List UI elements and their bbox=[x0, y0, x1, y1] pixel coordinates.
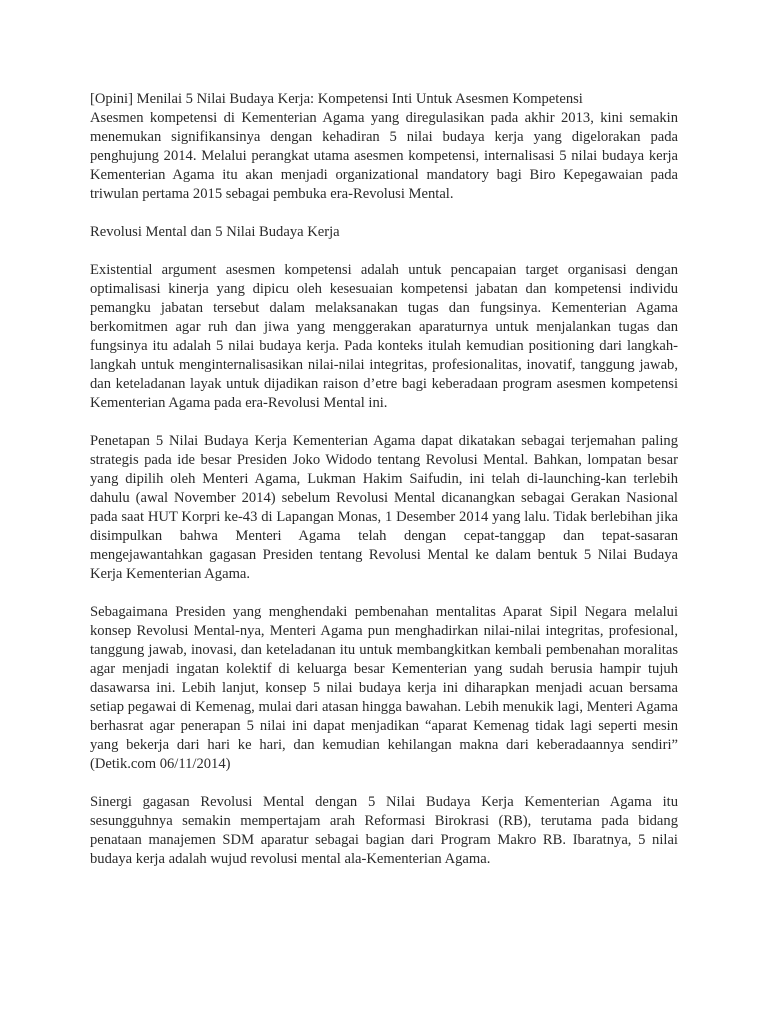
body-paragraph: Sinergi gagasan Revolusi Mental dengan 5 Nilai Budaya Kerja Kementerian Agama itu sesungguhnya semakin mempertajam arah Reformasi Birokrasi (RB), terutama pada bidang penataan manajemen SDM aparatur sebagai bagian dari Program Makro RB. Ibaratnya, 5 nilai budaya kerja adalah wujud revolusi mental ala-Kementerian Agama. bbox=[90, 794, 678, 867]
body-paragraph: Penetapan 5 Nilai Budaya Kerja Kementerian Agama dapat dikatakan sebagai terjemahan paling strategis pada ide besar Presiden Joko Widodo tentang Revolusi Mental. Bahkan, lompatan besar yang dipilih oleh Menteri Agama, Lukman Hakim Saifudin, ini telah di-launching-kan terlebih dahulu (awal November 2014) sebelum Revolusi Mental dicanangkan sebagai Gerakan Nasional pada saat HUT Korpri ke-43 di Lapangan Monas, 1 Desember 2014 yang lalu. Tidak berlebihan jika disimpulkan bahwa Menteri Agama telah dengan cepat-tanggap dan tepat-sasaran mengejawantahkan gagasan Presiden tentang Revolusi Mental ke dalam bentuk 5 Nilai Budaya Kerja Kementerian Agama. bbox=[90, 433, 678, 582]
section-heading: Revolusi Mental dan 5 Nilai Budaya Kerja bbox=[90, 224, 340, 240]
body-paragraph: Sebagaimana Presiden yang menghendaki pembenahan mentalitas Aparat Sipil Negara melalui konsep Revolusi Mental-nya, Menteri Agama pun menghadirkan nilai-nilai integritas, profesional, tanggung jawab, inovasi, dan keteladanan itu untuk membangkitkan kembali pembenahan moralitas agar menjadi ingatan kolektif di keluarga besar Kementerian yang sudah berusia hampir tujuh dasawarsa ini. Lebih lanjut, konsep 5 nilai budaya kerja ini diharapkan menjadi acuan bersama setiap pegawai di Kemenag, mulai dari atasan hingga bawahan. Lebih menukik lagi, Menteri Agama berhasrat agar penerapan 5 nilai ini dapat menjadikan “aparat Kemenag tidak lagi seperti mesin yang bekerja dari hari ke hari, dan kemudian kehilangan makna dari keberadaannya sendiri” (Detik.com 06/11/2014) bbox=[90, 604, 678, 772]
intro-paragraph: Asesmen kompetensi di Kementerian Agama yang diregulasikan pada akhir 2013, kini semakin menemukan signifikansinya dengan kehadiran 5 nilai budaya kerja yang digelorakan pada penghujung 2014. Melalui perangkat utama asesmen kompetensi, internalisasi 5 nilai budaya kerja Kementerian Agama itu akan menjadi organizational mandatory bagi Biro Kepegawaian pada triwulan pertama 2015 sebagai pembuka era-Revolusi Mental. bbox=[90, 110, 678, 202]
document-title: [Opini] Menilai 5 Nilai Budaya Kerja: Kompetensi Inti Untuk Asesmen Kompetensi bbox=[90, 91, 583, 107]
document-page bbox=[90, 90, 678, 888]
body-paragraph: Existential argument asesmen kompetensi adalah untuk pencapaian target organisasi dengan optimalisasi kinerja yang dipicu oleh kesesuaian kompetensi jabatan dan kompetensi individu pemangku jabatan tersebut dalam melaksanakan tugas dan fungsinya. Kementerian Agama berkomitmen agar ruh dan jiwa yang menggerakan aparaturnya untuk menjalankan tugas dan fungsinya itu adalah 5 nilai budaya kerja. Pada konteks itulah kemudian positioning dari langkah-langkah untuk menginternalisasikan nilai-nilai integritas, profesionalitas, inovatif, tanggung jawab, dan keteladanan layak untuk dijadikan raison d’etre bagi keberadaan program asesmen kompetensi Kementerian Agama pada era-Revolusi Mental ini. bbox=[90, 262, 678, 411]
